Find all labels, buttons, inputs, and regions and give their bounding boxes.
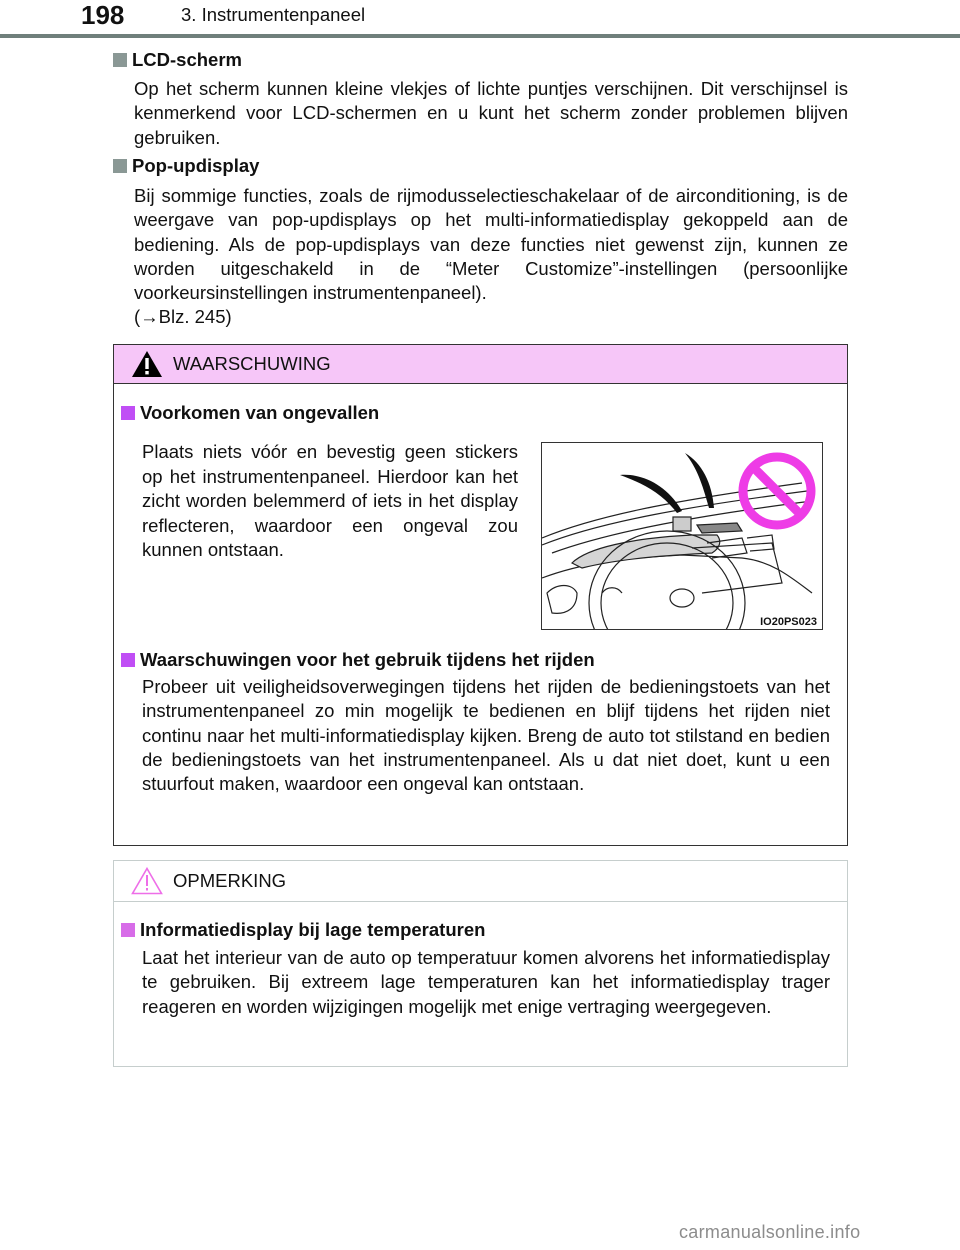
- section-heading: [113, 154, 848, 178]
- warning-item-heading: [121, 648, 847, 672]
- note-item-heading-text: Informatiedisplay bij lage temperaturen: [140, 919, 486, 940]
- warning-item-body: Plaats niets vóór en bevestig geen stickers op het instrumentenpaneel. Hierdoor kan het zicht worden belemmerd of iets in het display reflecteren, waardoor een ongeval zou kunnen ontstaan.: [142, 441, 518, 560]
- square-bullet-icon: [121, 406, 135, 420]
- warning-triangle-icon: [131, 350, 163, 378]
- page-number: 198: [81, 0, 125, 30]
- section-heading-text: LCD-scherm: [132, 49, 242, 70]
- note-box: [113, 860, 848, 1067]
- section-pop-updisplay: [113, 154, 848, 330]
- note-title: OPMERKING: [173, 870, 287, 891]
- warning-item-heading-text: Voorkomen van ongevallen: [140, 402, 380, 423]
- figure-caption: IO20PS023: [760, 616, 817, 628]
- prohibition-sign-icon: [743, 457, 811, 525]
- page-reference-link[interactable]: (→Blz. 245): [134, 306, 232, 328]
- watermark-link[interactable]: carmanualsonline.info: [679, 1222, 861, 1242]
- warning-item-body: Probeer uit veiligheidsoverwegingen tijdens het rijden de bedieningstoets van het instrumentenpaneel zo min mogelijk te bedienen en blijf tijdens het rijden niet continu naar het multi-informatiedisplay kijken. Breng de auto tot stilstand en bedien de bedieningstoets van het instrumentenpaneel. Als u dat niet doet, kunt u een stuurfout maken, waardoor een ongeval kan ontstaan.: [142, 676, 830, 795]
- chapter-title: 3. Instrumentenpaneel: [181, 4, 366, 25]
- section-lcd-scherm: [113, 48, 848, 150]
- warning-item-driving: [114, 648, 847, 796]
- warning-item-heading: [121, 401, 847, 425]
- dashboard-illustration: [541, 442, 823, 630]
- section-heading: [113, 48, 848, 72]
- square-bullet-icon: [113, 53, 127, 67]
- section-body: Op het scherm kunnen kleine vlekjes of lichte puntjes verschijnen. Dit verschijnsel is kenmerkend voor LCD-schermen en u kunt het scherm zonder problemen blijven gebruiken.: [134, 78, 848, 148]
- note-item-body: Laat het interieur van de auto op temperatuur komen alvorens het informatiedisplay te gebruiken. Bij extreem lage temperaturen kan het informatiedisplay trager reageren en worden wijzigingen mogelijk met enige vertraging weergegeven.: [142, 947, 830, 1017]
- header-rule: [0, 34, 960, 38]
- square-bullet-icon: [121, 653, 135, 667]
- warning-title: WAARSCHUWING: [173, 353, 331, 374]
- section-body: Bij sommige functies, zoals de rijmodusselectieschakelaar of de airconditioning, is de weergave van pop-updisplays op het multi-informatiedisplay gekoppeld aan de bediening. Als de pop-updisplays van deze functies niet gewenst zijn, kunnen ze worden uitgeschakeld in de “Meter Customize”-instellingen (persoonlijke voorkeursinstellingen instrumentenpaneel).: [134, 185, 848, 304]
- note-item-heading: [121, 918, 847, 942]
- dashboard-drawing-icon: [542, 443, 822, 629]
- warning-item-heading-text: Waarschuwingen voor het gebruik tijdens het rijden: [140, 649, 595, 670]
- square-bullet-icon: [121, 923, 135, 937]
- caution-triangle-outline-icon: [131, 867, 163, 895]
- note-box-header: [114, 861, 847, 902]
- section-heading-text: Pop-updisplay: [132, 155, 260, 176]
- warning-box-header: [114, 345, 847, 384]
- square-bullet-icon: [113, 159, 127, 173]
